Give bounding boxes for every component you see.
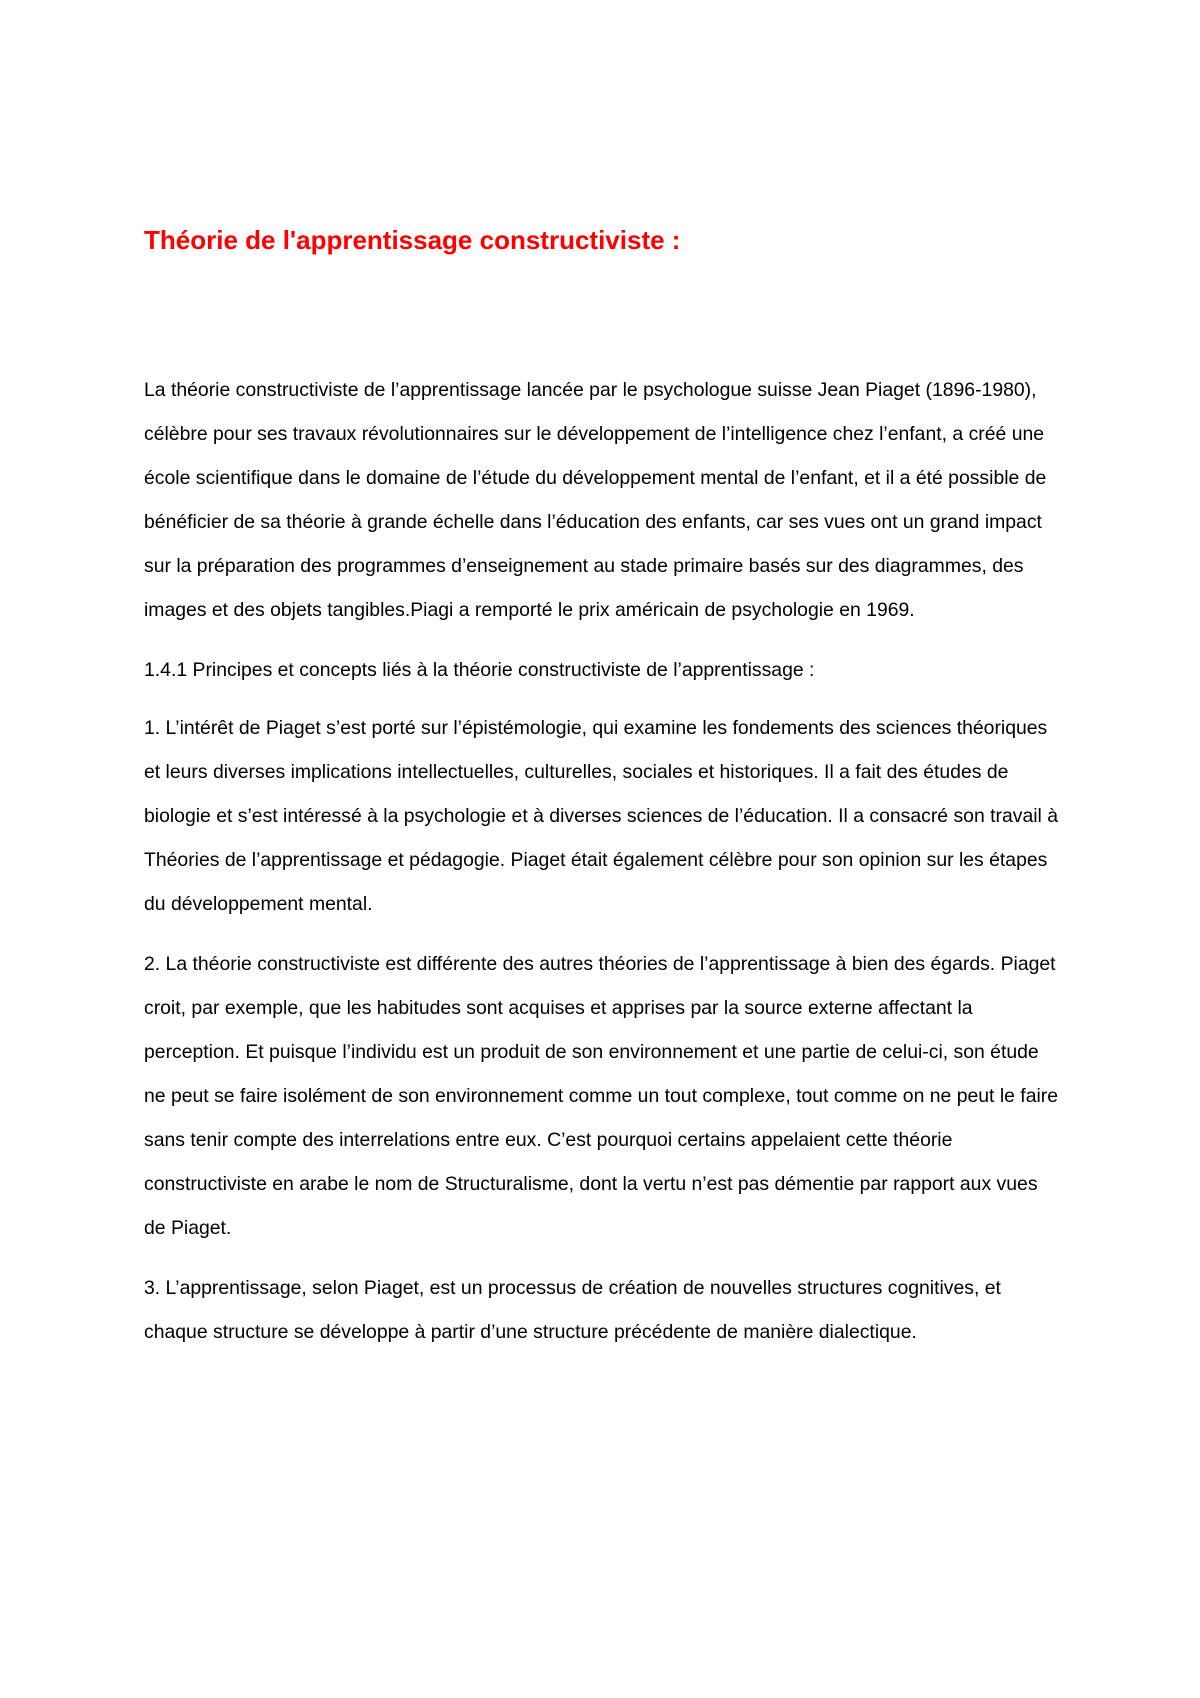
section-heading: 1.4.1 Principes et concepts liés à la théorie constructiviste de l’apprentissage : [144,659,815,681]
document-title: Théorie de l'apprentissage constructiviste : [144,225,681,255]
paragraph-point-2: 2. La théorie constructiviste est différente des autres théories de l’apprentissage à bien des égards. Piaget croit, par exemple, que les habitudes sont acquises et apprises par la source externe affectant la perception. Et puisque l’individu est un produit de son environnement et une partie de celui-ci, son étude ne peut se faire isolément de son environnement comme un tout complexe, tout comme on ne peut le faire sans tenir compte des interrelations entre eux. C’est pourquoi certains appelaient cette théorie constructiviste en arabe le nom de Structuralisme, dont la vertu n’est pas démentie par rapport aux vues de Piaget. [144,953,1059,1239]
paragraph-point-3: 3. L’apprentissage, selon Piaget, est un processus de création de nouvelles structures cognitives, et chaque structure se développe à partir d’une structure précédente de manière dialectique. [144,1277,1001,1343]
paragraph-point-1: 1. L’intérêt de Piaget s’est porté sur l’épistémologie, qui examine les fondements des sciences théoriques et leurs diverses implications intellectuelles, culturelles, sociales et historiques. Il a fait des études de biologie et s’est intéressé à la psychologie et à diverses sciences de l’éducation. Il a consacré son travail à Théories de l’apprentissage et pédagogie. Piaget était également célèbre pour son opinion sur les étapes du développement mental. [144,717,1059,915]
paragraph-intro: La théorie constructiviste de l’apprentissage lancée par le psychologue suisse Jean Piaget (1896-1980), célèbre pour ses travaux révolutionnaires sur le développement de l’intelligence chez l’enfant, a créé une école scientifique dans le domaine de l’étude du développement mental de l’enfant, et il a été possible de bénéficier de sa théorie à grande échelle dans l’éducation des enfants, car ses vues ont un grand impact sur la préparation des programmes d’enseignement au stade primaire basés sur des diagrammes, des images et des objets tangibles.Piagi a remporté le prix américain de psychologie en 1969. [144,379,1047,621]
document-body [144,368,1064,1370]
